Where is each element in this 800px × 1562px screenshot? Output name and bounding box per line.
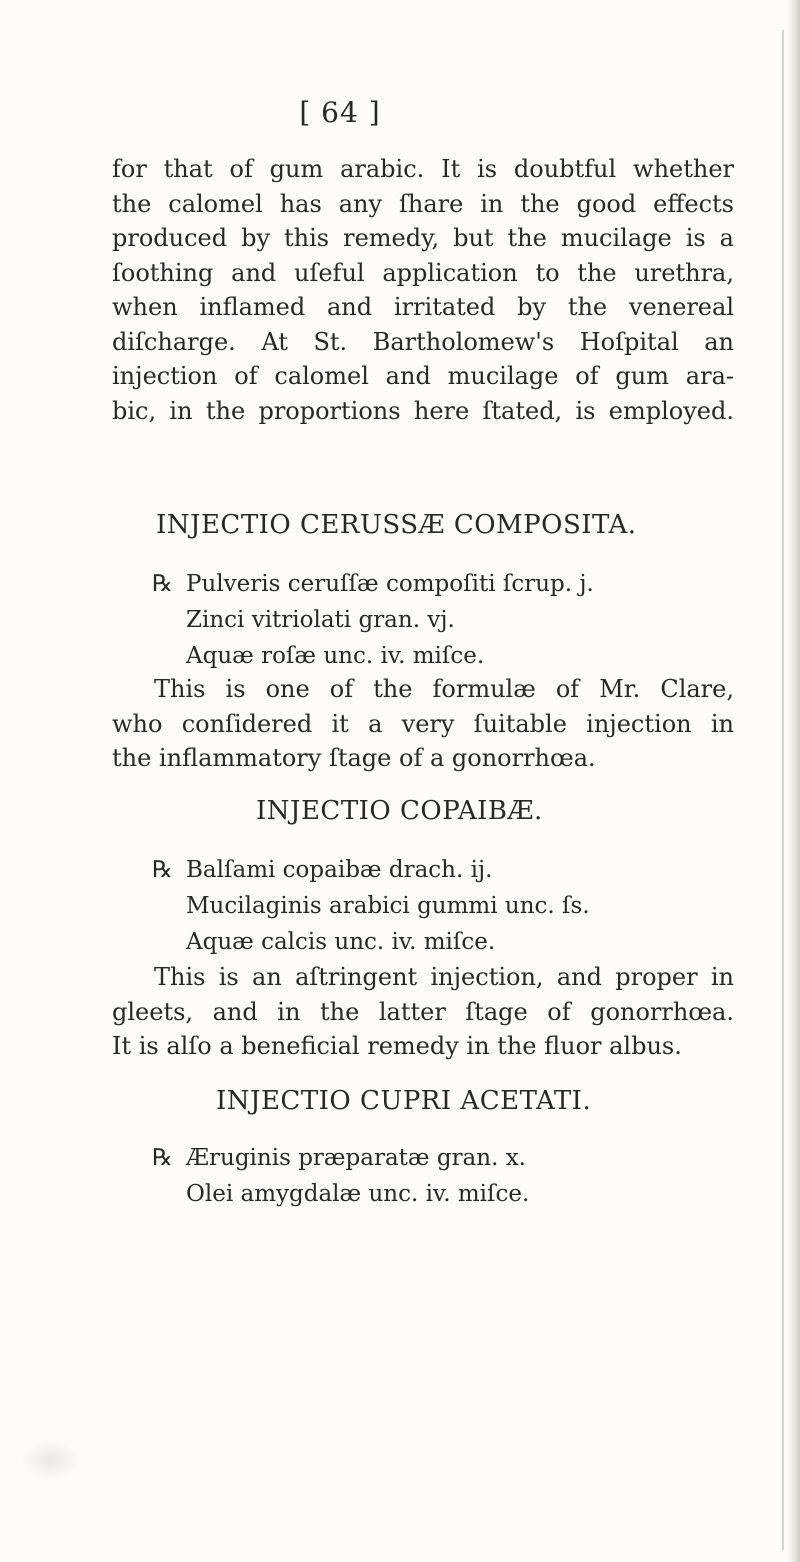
recipe-cupri-acetati [152, 1140, 732, 1212]
intro-line: the calomel has any ſhare in the good effects [112, 189, 734, 218]
intro-line: for that of gum arabic. It is doubtful whether [112, 155, 734, 183]
recipe-symbol: ℞ [152, 857, 173, 883]
intro-line: ſoothing and uſeful application to the urethra, [112, 258, 734, 287]
intro-line: injection of calomel and mucilage of gum ara- [112, 362, 734, 390]
page-edge-shadow [786, 0, 800, 1562]
section-heading-copaibae: INJECTIO COPAIBÆ. [256, 796, 543, 826]
note-paragraph-cerussae [112, 672, 734, 776]
recipe-line [152, 566, 732, 602]
page-number: [ 64 ] [299, 96, 381, 129]
recipe-symbol: ℞ [152, 1145, 173, 1171]
recipe-ingredient: Pulveris ceruſſæ compoſiti ſcrup. j. [186, 571, 594, 597]
note-line: who conſidered it a very ſuitable injection in [112, 709, 734, 738]
intro-line: diſcharge. At St. Bartholomew's Hoſpital an [112, 327, 734, 356]
recipe-symbol: ℞ [152, 571, 173, 597]
recipe-ingredient: Æruginis præparatæ gran. x. [186, 1145, 526, 1171]
recipe-ingredient: Olei amygdalæ unc. iv. miſce. [186, 1181, 530, 1207]
recipe-ingredient: Aquæ roſæ unc. iv. miſce. [186, 643, 485, 669]
intro-line: bic, in the proportions here ſtated, is employed. [112, 396, 734, 425]
recipe-ingredient: Zinci vitriolati gran. vj. [186, 607, 455, 633]
note-line: This is an aſtringent injection, and proper in [154, 963, 734, 991]
intro-line: produced by this remedy, but the mucilage is a [112, 224, 734, 252]
intro-line: when inflamed and irritated by the venereal [112, 293, 734, 321]
paper-smudge [20, 1440, 80, 1480]
recipe-ingredient: Mucilaginis arabici gummi unc. ſs. [186, 893, 590, 919]
note-line: gleets, and in the latter ſtage of gonorrhœa. [112, 997, 734, 1026]
page-edge-line [782, 30, 784, 1550]
recipe-line [152, 1140, 732, 1176]
section-heading-cupri-acetati: INJECTIO CUPRI ACETATI. [216, 1086, 592, 1116]
recipe-ingredient: Balſami copaibæ drach. ij. [186, 857, 493, 883]
note-paragraph-copaibae [112, 960, 734, 1064]
recipe-copaibae [152, 852, 732, 960]
recipe-ingredient: Aquæ calcis unc. iv. miſce. [186, 929, 496, 955]
intro-paragraph [112, 152, 734, 428]
section-heading-cerussae: INJECTIO CERUSSÆ COMPOSITA. [156, 510, 637, 540]
recipe-cerussae [152, 566, 732, 674]
note-line: the inflammatory ſtage of a gonorrhœa. [112, 744, 596, 772]
note-line: This is one of the formulæ of Mr. Clare, [154, 675, 734, 703]
recipe-line [152, 852, 732, 888]
note-line: It is alſo a beneficial remedy in the fluor albus. [112, 1032, 682, 1060]
